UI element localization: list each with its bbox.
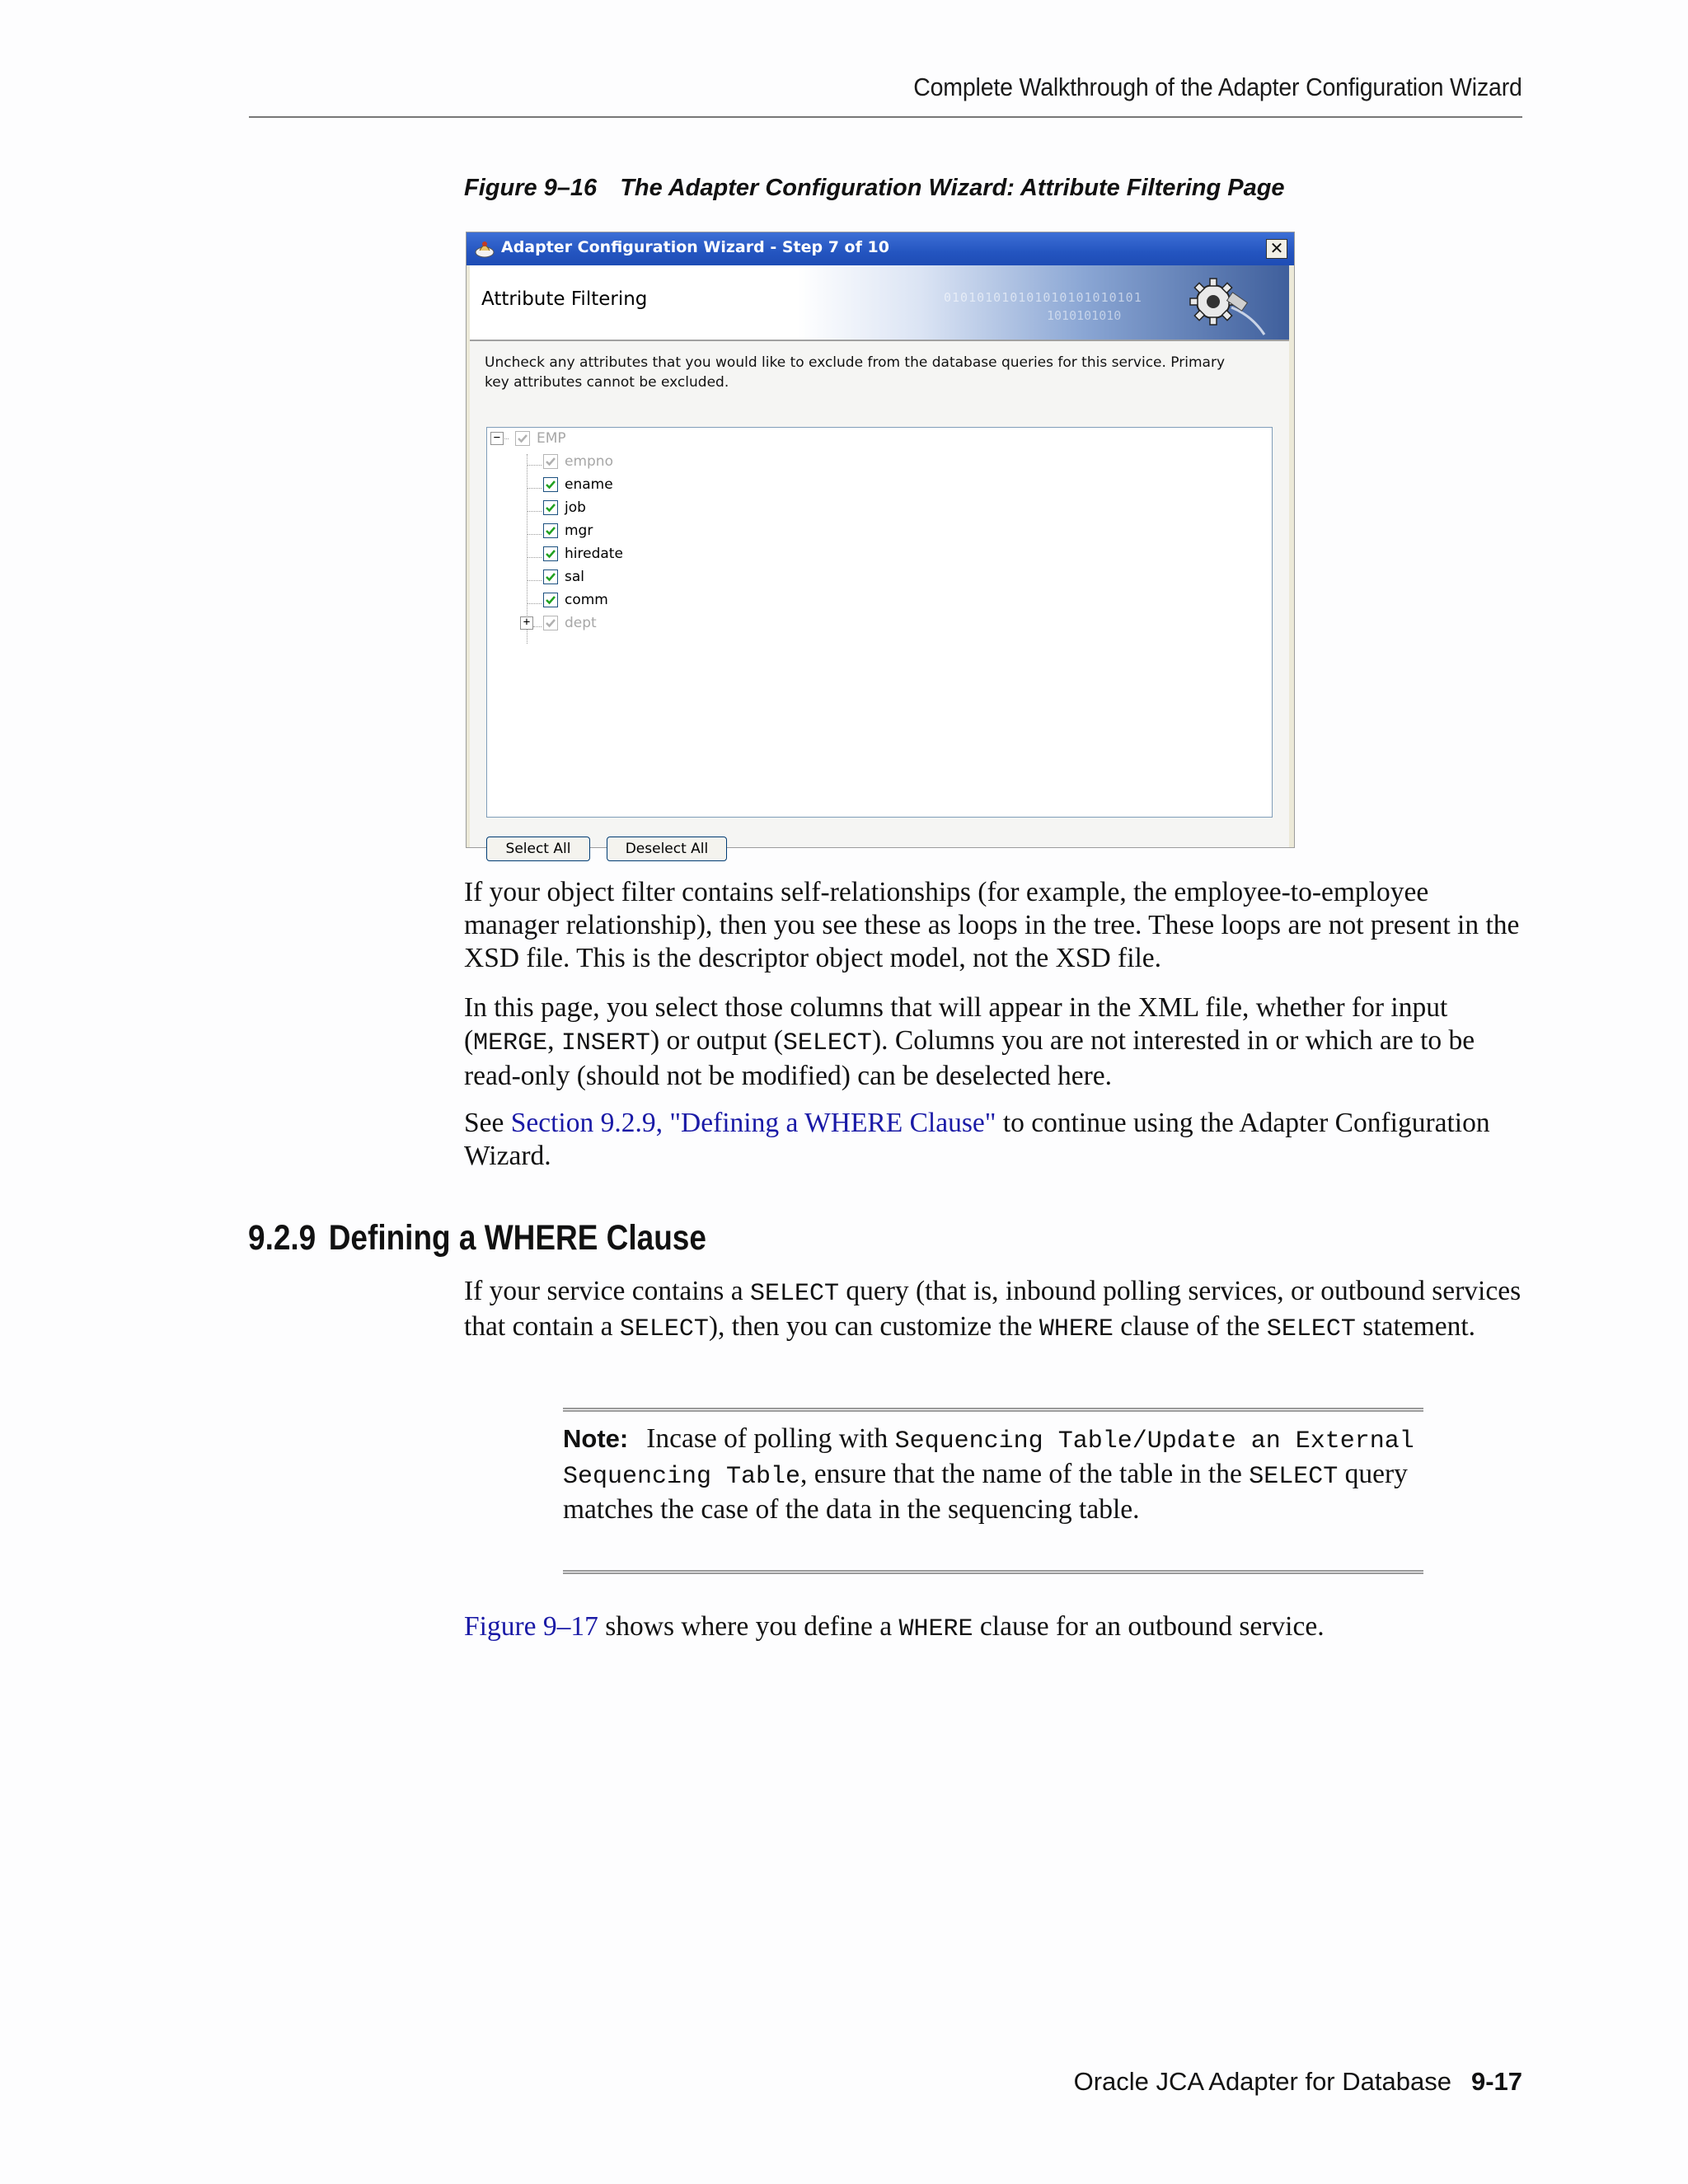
text: statement.: [1355, 1311, 1476, 1342]
select-all-button[interactable]: Select All: [486, 837, 590, 861]
text: clause of the: [1113, 1311, 1267, 1342]
tree-node-dept[interactable]: [487, 612, 734, 634]
tree-node-mgr[interactable]: [487, 520, 734, 541]
section-title: Defining a WHERE Clause: [328, 1218, 706, 1258]
figure-link[interactable]: Figure 9–17: [464, 1611, 598, 1642]
app-icon: [473, 237, 496, 260]
text: query matches the case of the data in the sequencing table.: [563, 1459, 1408, 1525]
checkbox-ename[interactable]: [543, 477, 558, 492]
banner-binary-text: 010101010101010101010101: [944, 290, 1142, 305]
text: If your service contains a: [464, 1276, 750, 1306]
text: ) or output (: [649, 1025, 783, 1056]
note-top-rule: [563, 1408, 1423, 1412]
text: ,: [547, 1025, 561, 1056]
text: ). Columns you are not interested in or which are to be read-only (should not be modified) can be deselected here.: [464, 1025, 1475, 1091]
tree-node-comm[interactable]: [487, 589, 734, 611]
paragraph-columns: [464, 991, 1527, 1093]
tree-label: dept: [565, 615, 597, 631]
checkbox-dept: [543, 616, 558, 630]
code-insert: INSERT: [560, 1029, 650, 1057]
footer-book-title: Oracle JCA Adapter for Database: [1073, 2067, 1451, 2096]
code-sequencing-table: Sequencing Table/Update an External Sequencing Table: [563, 1427, 1414, 1491]
code-select: SELECT: [1249, 1463, 1339, 1491]
checkbox-sal[interactable]: [543, 569, 558, 584]
tree-node-job[interactable]: [487, 497, 734, 518]
text: , ensure that the name of the table in the: [800, 1459, 1250, 1489]
code-where: WHERE: [1039, 1315, 1114, 1343]
running-header: Complete Walkthrough of the Adapter Configuration Wizard: [913, 73, 1522, 101]
deselect-all-button[interactable]: Deselect All: [607, 837, 727, 861]
paragraph-see-section: [464, 1107, 1527, 1173]
figure-number: Figure 9–16: [464, 175, 598, 201]
wizard-titlebar[interactable]: [467, 232, 1294, 265]
text: Incase of polling with: [646, 1423, 895, 1454]
tree-label: sal: [565, 569, 584, 585]
page-footer: [1074, 2067, 1522, 2097]
tree-label: EMP: [537, 430, 566, 447]
figure-caption: [464, 175, 1285, 202]
section-number: 9.2.9: [248, 1218, 316, 1258]
text: ), then you can customize the: [708, 1311, 1039, 1342]
checkbox-comm[interactable]: [543, 593, 558, 607]
note-label: Note:: [563, 1424, 629, 1453]
note-box: [563, 1422, 1423, 1526]
tree-node-hiredate[interactable]: [487, 543, 734, 565]
attribute-tree[interactable]: [486, 427, 1273, 818]
tree-label: mgr: [565, 523, 593, 539]
wizard-instructions: Uncheck any attributes that you would like to exclude from the database queries for this service. Primary key attributes cannot be excluded.: [485, 354, 1226, 391]
code-select: SELECT: [1266, 1315, 1356, 1343]
header-rule: [249, 116, 1522, 118]
text: shows where you define a: [598, 1611, 899, 1642]
paragraph-self-relationships: If your object filter contains self-relationships (for example, the employee-to-employee manager relationship), then you see these as loops in the tree. These loops are not present in the XSD file. This is the descriptor object model, not the XSD file.: [464, 877, 1520, 973]
checkbox-empno: [543, 454, 558, 469]
text: In this page, you select those columns that will appear in the XML file, whether for input (: [464, 992, 1448, 1056]
wizard-banner: [470, 265, 1289, 340]
close-button[interactable]: [1266, 239, 1287, 259]
expand-icon[interactable]: +: [520, 616, 533, 630]
checkbox-job[interactable]: [543, 500, 558, 515]
wizard-content: [470, 341, 1289, 847]
tree-node-empno[interactable]: [487, 451, 734, 472]
tree-node-ename[interactable]: [487, 474, 734, 495]
text: to continue using the Adapter Configuration Wizard.: [464, 1108, 1490, 1171]
tree-label: hiredate: [565, 546, 623, 562]
tree-node-sal[interactable]: [487, 566, 734, 588]
paragraph-where-intro: [464, 1275, 1527, 1346]
note-bottom-rule: [563, 1570, 1423, 1574]
wizard-screenshot: [466, 232, 1295, 857]
code-where: WHERE: [898, 1615, 973, 1643]
tree-label: ename: [565, 476, 613, 493]
page-number: 9-17: [1470, 2067, 1522, 2096]
section-heading: [248, 1218, 706, 1258]
figure-title: The Adapter Configuration Wizard: Attribute Filtering Page: [620, 175, 1285, 201]
code-select: SELECT: [619, 1315, 709, 1343]
wizard-page-title: Attribute Filtering: [481, 288, 648, 310]
paragraph-figure-ref: [464, 1610, 1527, 1646]
gear-plug-icon: [1174, 270, 1273, 336]
text: clause for an outbound service.: [973, 1611, 1325, 1642]
tree-label: comm: [565, 592, 608, 608]
banner-binary-text-2: 1010101010: [1047, 308, 1122, 323]
text: See: [464, 1108, 511, 1138]
code-select: SELECT: [782, 1029, 872, 1057]
tree-label: job: [565, 499, 586, 516]
tree-label: empno: [565, 453, 613, 470]
code-merge: MERGE: [473, 1029, 548, 1057]
close-icon: ✕: [1269, 238, 1284, 258]
text: query (that is, inbound polling services, or outbound services that contain a: [464, 1276, 1522, 1342]
collapse-icon[interactable]: −: [490, 432, 504, 445]
window-title: Adapter Configuration Wizard - Step 7 of 10: [501, 238, 889, 256]
checkbox-mgr[interactable]: [543, 523, 558, 538]
checkbox-emp: [515, 431, 530, 446]
code-select: SELECT: [749, 1280, 839, 1308]
tree-node-emp[interactable]: [487, 428, 734, 449]
checkbox-hiredate[interactable]: [543, 546, 558, 561]
section-link[interactable]: Section 9.2.9, "Defining a WHERE Clause": [510, 1108, 996, 1138]
